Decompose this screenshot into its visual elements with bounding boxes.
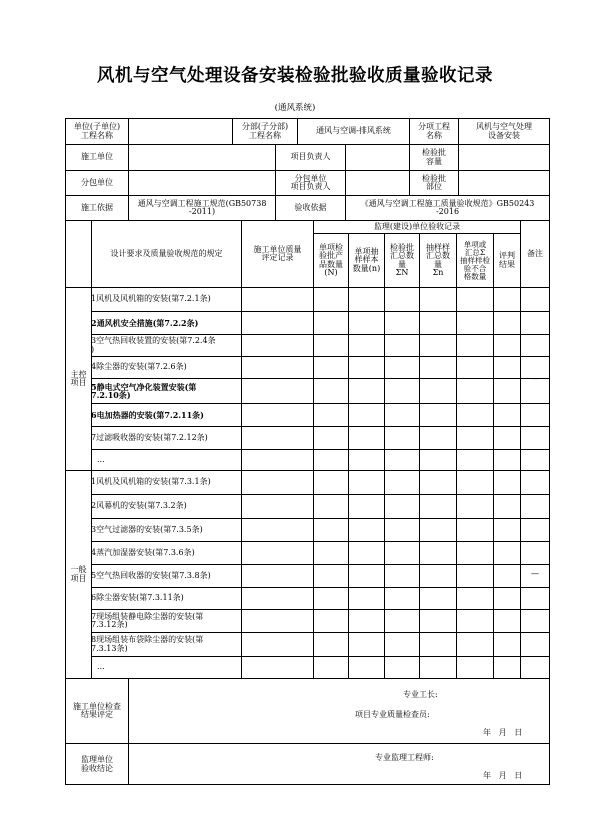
general-item: 2风幕机的安装(第7.3.2条) (91, 501, 187, 511)
project-manager-label: 项目负责人 (290, 152, 331, 162)
general-item: 3空气过滤器的安装(第7.3.5条) (91, 524, 203, 534)
subcontractor-label: 分包单位 (81, 177, 113, 187)
batch-location-value[interactable] (459, 171, 549, 195)
general-item: 7现场组装静电除尘器的安装(第 7.3.12条) (91, 611, 204, 629)
batch-capacity-value[interactable] (459, 145, 549, 170)
col-divider (241, 220, 242, 678)
main-control-item: 5静电式空气净化装置安装(第 7.2.10条) (91, 381, 197, 400)
page-title: 风机与空气处理设备安装检验批验收质量验收记录 (97, 66, 493, 86)
col-divider (128, 678, 129, 785)
main-control-label: 主控 项目 (70, 369, 87, 387)
quality-inspector-signature: 项目专业质量检查员: (355, 710, 430, 719)
col-divider (313, 220, 314, 678)
general-item: 8现场组装布袋除尘器的安装(第 7.3.13条) (91, 635, 204, 653)
col-header-nonconform: 单项或 汇总Σ 抽样样检 验不合 格数量 (460, 239, 490, 281)
page-subtitle: (通风系统) (274, 103, 316, 113)
col-header-single-qty: 单项检 验批产 品数量 (N) (319, 242, 343, 277)
construction-basis-value: 通风与空调工程施工规范(GB50738 -2011) (137, 198, 267, 216)
col-divider (493, 233, 494, 678)
sub-project-label: 分部(子分部) 工程名称 (241, 122, 289, 140)
general-item: 1风机及风机箱的安装(第7.3.1条) (91, 477, 211, 487)
main-control-item: ... (97, 454, 105, 464)
row-divider (65, 743, 550, 744)
item-project-value[interactable]: 风机与空气处理 设备安装 (476, 122, 532, 140)
contractor-label: 施工单位 (81, 152, 113, 162)
main-control-item: 3空气热回收装置的安装(第7.2.4条 ) (91, 336, 216, 354)
main-control-remark: — (531, 373, 539, 383)
col-divider (419, 233, 420, 678)
unit-project-value[interactable] (129, 119, 232, 144)
item-project-label: 分项工程 名称 (418, 122, 450, 140)
col-header-single-sample: 单项抽 样样本 数量(n) (352, 246, 381, 273)
main-control-item: 4除尘器的安装(第7.2.6条) (91, 362, 187, 372)
contractor-check-date: 年 月 日 (483, 728, 523, 737)
general-item: ... (97, 662, 105, 672)
general-label: 一般 项目 (70, 565, 87, 583)
col-header-contractor-record: 施工单位质量 评定记录 (253, 244, 302, 262)
acceptance-basis-value: 《通风与空调工程施工质量验收规范》GB50243 -2016 (360, 198, 535, 216)
main-control-item: 1风机及风机箱的安装(第7.2.1条) (91, 294, 211, 304)
col-header-remarks: 备注 (527, 248, 543, 258)
supervisor-engineer-signature: 专业监理工程师: (375, 753, 434, 762)
supervisor-check-label: 监理单位 验收结论 (81, 755, 113, 773)
col-header-judgement: 评判 结果 (499, 251, 515, 269)
batch-location-label: 检验批 部位 (422, 173, 446, 191)
contractor-check-label: 施工单位检查 结果评定 (73, 701, 121, 719)
general-remark: — (531, 569, 539, 579)
batch-capacity-label: 检验批 容量 (422, 148, 446, 166)
col-header-batch-total: 检验批 汇总数 量 ΣN (390, 242, 414, 277)
col-header-sample-total: 抽样样 汇总数 量 Σn (426, 242, 450, 277)
col-divider (348, 233, 349, 678)
main-control-item: 6电加热器的安装(第7.2.11条) (91, 409, 204, 420)
contractor-value[interactable] (129, 145, 275, 170)
acceptance-basis-label: 验收依据 (294, 202, 327, 212)
col-divider (456, 233, 457, 678)
sub-project-value[interactable]: 通风与空调-排风系统 (316, 126, 391, 136)
row-divider (65, 678, 550, 679)
construction-basis-label: 施工依据 (81, 202, 113, 212)
project-manager-value[interactable] (346, 145, 409, 170)
general-item: 6除尘器安装(第7.3.11条) (91, 593, 184, 603)
main-control-item: 7过滤吸收器的安装(第7.2.12条) (91, 432, 208, 442)
col-header-supervision: 监理(建设)单位验收记录 (373, 221, 461, 231)
foreman-signature: 专业工长: (403, 690, 438, 699)
unit-project-label: 单位(子单位) 工程名称 (73, 122, 121, 140)
general-item: 5空气热回收器的安装(第7.3.8条) (91, 570, 211, 580)
sub-manager-value[interactable] (346, 171, 409, 195)
col-divider (384, 233, 385, 678)
main-control-item: 2通风机安全措施(第7.2.2条) (91, 317, 199, 328)
subcontractor-value[interactable] (129, 171, 275, 195)
general-item: 4蒸汽加湿器安装(第7.3.6条) (91, 547, 195, 557)
supervisor-check-date: 年 月 日 (483, 771, 523, 780)
sub-manager-label: 分包单位 项目负责人 (290, 173, 331, 191)
col-header-spec: 设计要求及质量验收规范的规定 (110, 248, 223, 258)
